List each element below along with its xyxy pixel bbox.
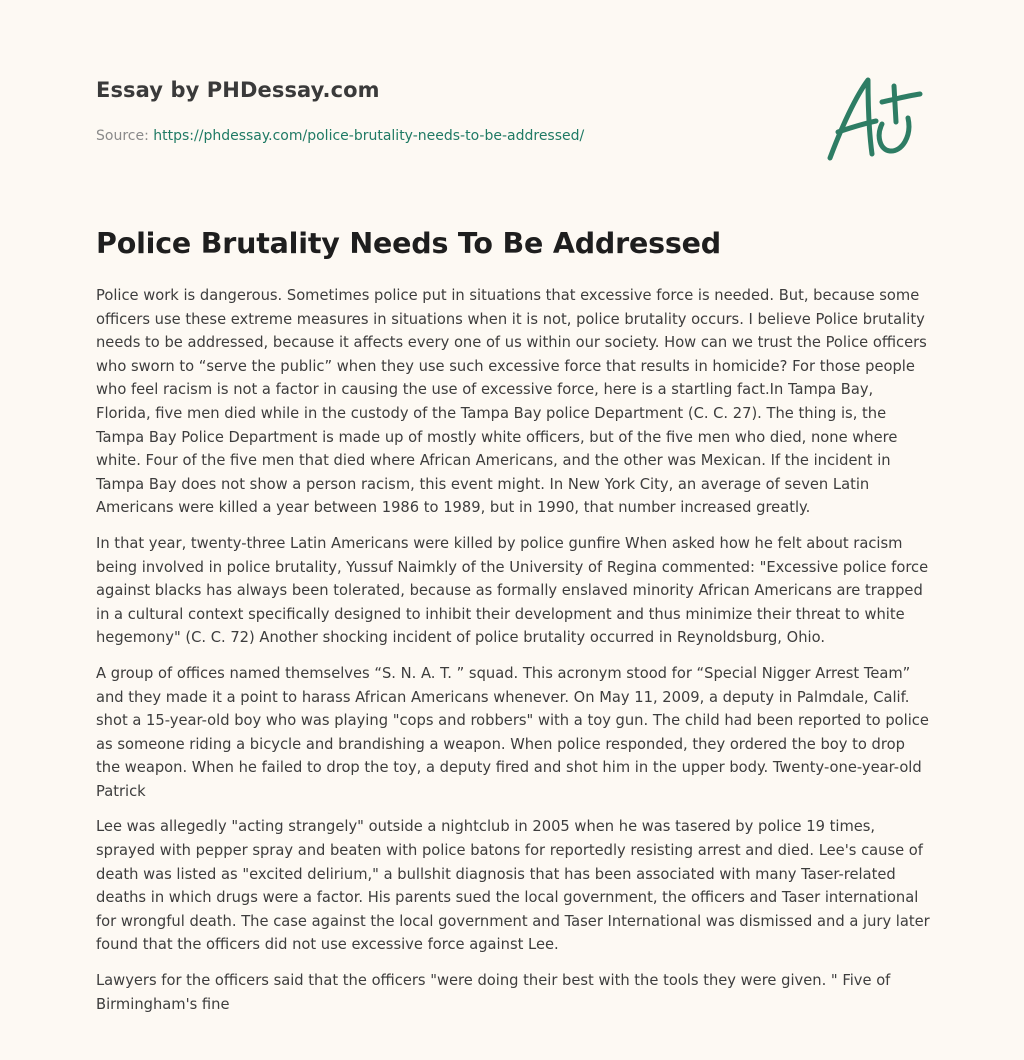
essay-paragraph: Lee was allegedly "acting strangely" outside a nightclub in 2005 when he was tasered by police 19 times, sprayed with pepper spray and beaten with police batons for reportedly resisting arrest and died. Lee's cause of death was listed as "excited delirium," a bullshit diagnosis that has been associated with many Taser-related deaths in which drugs were a factor. His parents sued the local government, the officers and Taser international for wrongful death. The case against the local government and Taser International was dismissed and a jury later found that the officers did not use excessive force against Lee.: [96, 818, 930, 954]
essay-paragraph: Lawyers for the officers said that the officers "were doing their best with the tools they were given. " Five of Birmingham's fine: [96, 972, 891, 1013]
source-label: Source:: [96, 128, 154, 144]
page-header: [96, 76, 796, 146]
site-title: Essay by PHDessay.com: [96, 78, 380, 102]
a-plus-logo-icon: [820, 66, 930, 166]
essay-paragraph: In that year, twenty-three Latin Americans were killed by police gunfire When asked how he felt about racism being involved in police brutality, Yussuf Naimkly of the University of Regina commented: "Excessive police force against blacks has always been tolerated, because as formally enslaved minority African Americans are trapped in a cultural context specifically designed to inhibit their development and thus minimize their threat to white hegemony" (C. C. 72) Another shocking incident of police brutality occurred in Reynoldsburg, Ohio.: [96, 534, 929, 647]
essay-title: Police Brutality Needs To Be Addressed: [96, 227, 721, 260]
essay-paragraph: A group of offices named themselves “S. N. A. T. ” squad. This acronym stood for “Special Nigger Arrest Team” and they made it a point to harass African Americans whenever. On May 11, 2009, a deputy in Palmdale, Calif. shot a 15-year-old boy who was playing "cops and robbers" with a toy gun. The child had been reported to police as someone riding a bicycle and brandishing a weapon. When police responded, they ordered the boy to drop the weapon. When he failed to drop the toy, a deputy fired and shot him in the upper body. Twenty-one-year-old Patrick: [96, 664, 929, 800]
essay-body: [96, 284, 930, 1028]
essay-paragraph: Police work is dangerous. Sometimes police put in situations that excessive force is needed. But, because some officers use these extreme measures in situations when it is not, police brutality occurs. I believe Police brutality needs to be addressed, because it affects every one of us within our society. How can we trust the Police officers who sworn to “serve the public” when they use such excessive force that results in homicide? For those people who feel racism is not a factor in causing the use of excessive force, here is a startling fact.In Tampa Bay, Florida, five men died while in the custody of the Tampa Bay police Department (C. C. 27). The thing is, the Tampa Bay Police Department is made up of mostly white officers, but of the five men who died, none where white. Four of the five men that died where African Americans, and the other was Mexican. If the incident in Tampa Bay does not show a person racism, this event might. In New York City, an average of seven Latin Americans were killed a year between 1986 to 1989, but in 1990, that number increased greatly.: [96, 287, 927, 517]
source-link[interactable]: https://phdessay.com/police-brutality-needs-to-be-addressed/: [153, 128, 585, 144]
source-line: [96, 126, 796, 146]
